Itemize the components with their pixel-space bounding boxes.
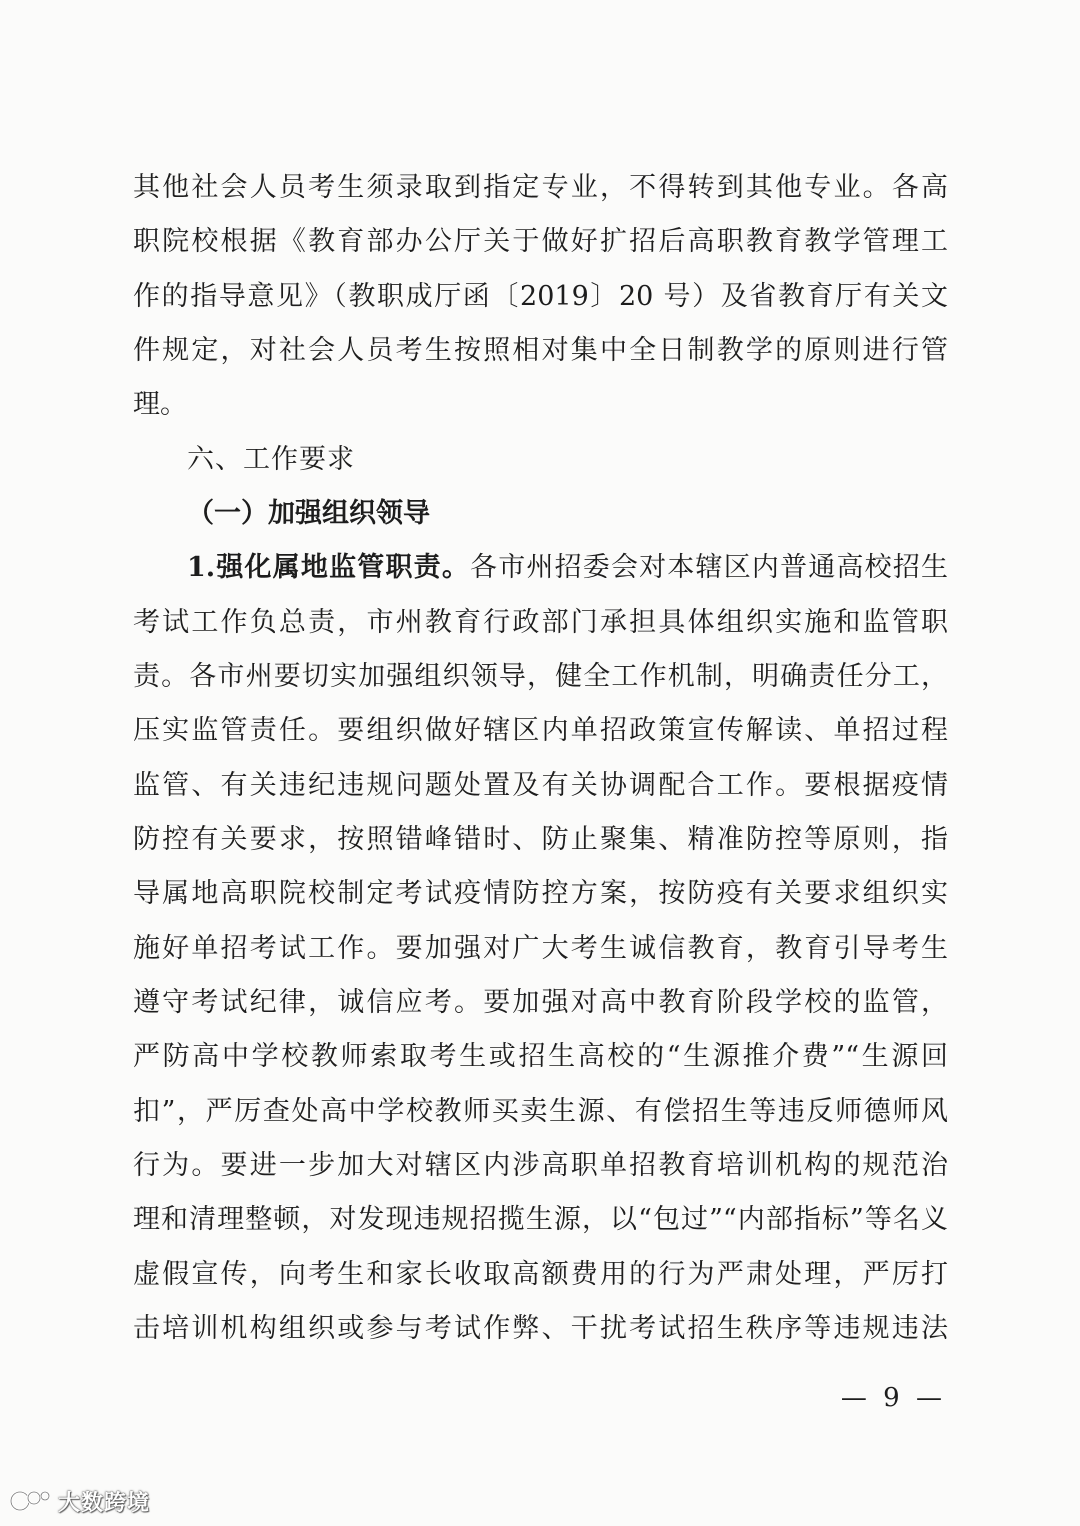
paragraph-line: 件规定，对社会人员考生按照相对集中全日制教学的原则进行管 bbox=[133, 334, 948, 366]
paragraph-line: 施好单招考试工作。要加强对广大考生诚信教育，教育引导考生 bbox=[133, 932, 948, 964]
section-heading: 六、工作要求 bbox=[187, 443, 355, 475]
item-lead-title: 1.强化属地监管职责。 bbox=[187, 552, 471, 584]
document-body bbox=[133, 161, 948, 1356]
subsection-heading: （一）加强组织领导 bbox=[187, 497, 430, 529]
paragraph-line: 导属地高职院校制定考试疫情防控方案，按防疫有关要求组织实 bbox=[133, 878, 948, 910]
paragraph-line: 监管、有关违纪违规问题处置及有关协调配合工作。要根据疫情 bbox=[133, 769, 948, 801]
paragraph-line: 理。 bbox=[133, 389, 187, 421]
paragraph-first-line bbox=[133, 541, 948, 595]
page-number: — 9 — bbox=[840, 1383, 946, 1413]
paragraph-line: 压实监管责任。要组织做好辖区内单招政策宣传解读、单招过程 bbox=[133, 715, 948, 747]
paragraph-line: 防控有关要求，按照错峰错时、防止聚集、精准防控等原则，指 bbox=[133, 823, 948, 855]
paragraph-line: 行为。要进一步加大对辖区内涉高职单招教育培训机构的规范治 bbox=[133, 1149, 948, 1181]
paragraph-line: 其他社会人员考生须录取到指定专业，不得转到其他专业。各高 bbox=[133, 172, 948, 203]
paragraph-line: 作的指导意见》（教职成厅函〔2019〕20 号）及省教育厅有关文 bbox=[133, 280, 948, 312]
paragraph-line: 扣”，严厉查处高中学校教师买卖生源、有偿招生等违反师德师风 bbox=[133, 1095, 948, 1127]
item-first-line-text: 各市州招委会对本辖区内普通高校招生 bbox=[470, 552, 948, 584]
paragraph-line: 击培训机构组织或参与考试作弊、干扰考试招生秩序等违规违法 bbox=[133, 1312, 948, 1344]
paragraph-line: 职院校根据《教育部办公厅关于做好扩招后高职教育教学管理工 bbox=[133, 226, 948, 258]
watermark-logo-icon bbox=[8, 1486, 52, 1516]
paragraph-item-1 bbox=[133, 541, 948, 1356]
paragraph-line: 虚假宣传，向考生和家长收取高额费用的行为严肃处理，严厉打 bbox=[133, 1258, 948, 1290]
paragraph-line: 考试工作负总责，市州教育行政部门承担具体组织实施和监管职 bbox=[133, 606, 948, 638]
watermark-text: 大数跨境 bbox=[58, 1490, 151, 1516]
paragraph-line: 严防高中学校教师索取考生或招生高校的“生源推介费”“生源回 bbox=[133, 1041, 948, 1073]
paragraph-line: 遵守考试纪律，诚信应考。要加强对高中教育阶段学校的监管， bbox=[133, 986, 948, 1018]
paragraph-line: 理和清理整顿，对发现违规招揽生源，以“包过”“内部指标”等名义 bbox=[133, 1204, 948, 1236]
paragraph-1 bbox=[133, 161, 948, 433]
watermark bbox=[8, 1484, 150, 1518]
paragraph-line: 责。各市州要切实加强组织领导，健全工作机制，明确责任分工， bbox=[133, 660, 948, 692]
